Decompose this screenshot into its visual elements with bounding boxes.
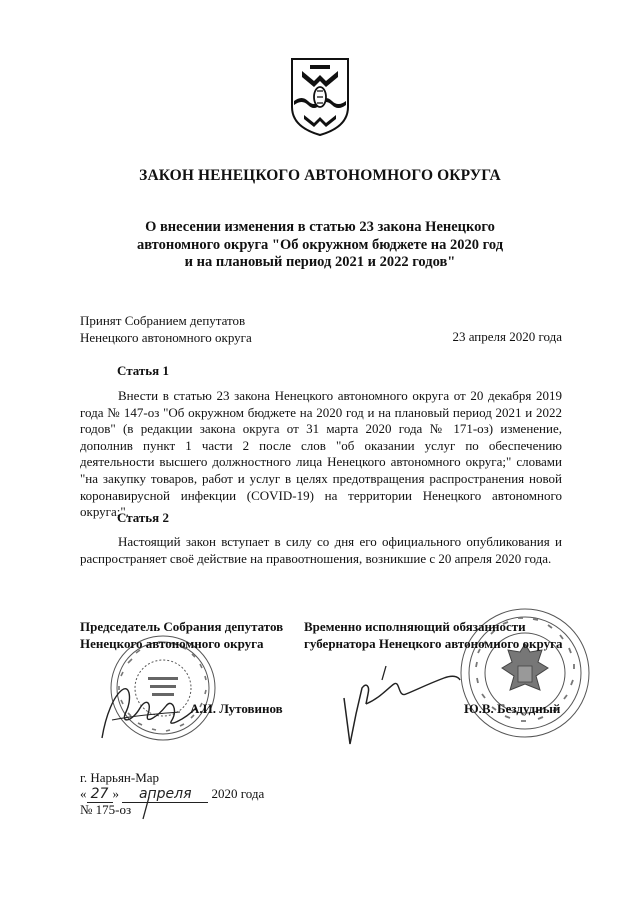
article-2-heading: Статья 2 <box>117 510 169 525</box>
signatory-title-line: губернатора Ненецкого автономного округа <box>304 636 563 651</box>
adopted-line: Принят Собранием депутатов <box>80 313 246 328</box>
adopted-date: 23 апреля 2020 года <box>452 329 562 344</box>
subtitle-line: О внесении изменения в статью 23 закона Ненецкого <box>145 219 495 235</box>
article-1-heading: Статья 1 <box>117 363 169 378</box>
handwritten-day: 27 <box>87 786 113 803</box>
close-quote: » <box>112 786 119 801</box>
adopted-by <box>80 312 252 346</box>
adopted-line: Ненецкого автономного округа <box>80 330 252 345</box>
subtitle-line: и на плановый период 2021 и 2022 годов" <box>184 254 456 270</box>
article-2-text: Настоящий закон вступает в силу со дня его официального опубликования и распространяет своё действие на правоотношения, возникшие с 20 апреля 2020 года. <box>80 534 562 566</box>
open-quote: « <box>80 786 87 801</box>
signatory-title-line: Ненецкого автономного округа <box>80 636 264 651</box>
handwritten-month: апреля <box>122 786 208 803</box>
law-subtitle <box>60 219 580 272</box>
handwritten-mark <box>140 796 152 820</box>
place-of-signing: г. Нарьян-Мар <box>80 770 160 785</box>
signing-date <box>80 786 264 803</box>
right-signatory-title <box>304 618 562 652</box>
left-signatory-name: А.И. Лутовинов <box>190 701 283 716</box>
law-title: ЗАКОН НЕНЕЦКОГО АВТОНОМНОГО ОКРУГА <box>139 167 501 184</box>
left-handwritten-signature <box>92 668 202 748</box>
signatory-title-line: Временно исполняющий обязанности <box>304 619 526 634</box>
left-signatory-title <box>80 618 283 652</box>
article-1-text: Внести в статью 23 закона Ненецкого автономного округа от 20 декабря 2019 года № 147-оз "Об окружном бюджете на 2020 год и на плановый период 2021 и 2022 годов" (в редакции закона округа от 31 марта 2020 года № 171-оз) изменение, дополнив пункт 1 части 2 после слов "об оказании услуг по обеспечению деятельности высшего должностного лица Ненецкого автономного округа;" словами "на закупку товаров, работ и услуг в целях предотвращения распространения новой коронавирусной инфекции (COVID-19) на территории Ненецкого автономного округа;". <box>80 388 562 520</box>
signatory-title-line: Председатель Собрания депутатов <box>80 619 284 634</box>
right-handwritten-signature <box>336 658 464 748</box>
year-text: 2020 года <box>211 786 265 801</box>
coat-of-arms-emblem <box>290 57 350 137</box>
law-number: № 175-оз <box>80 802 132 817</box>
right-signatory-name: Ю.В. Бездудный <box>464 701 561 716</box>
subtitle-line: автономного округа "Об окружном бюджете на 2020 год <box>136 236 504 253</box>
